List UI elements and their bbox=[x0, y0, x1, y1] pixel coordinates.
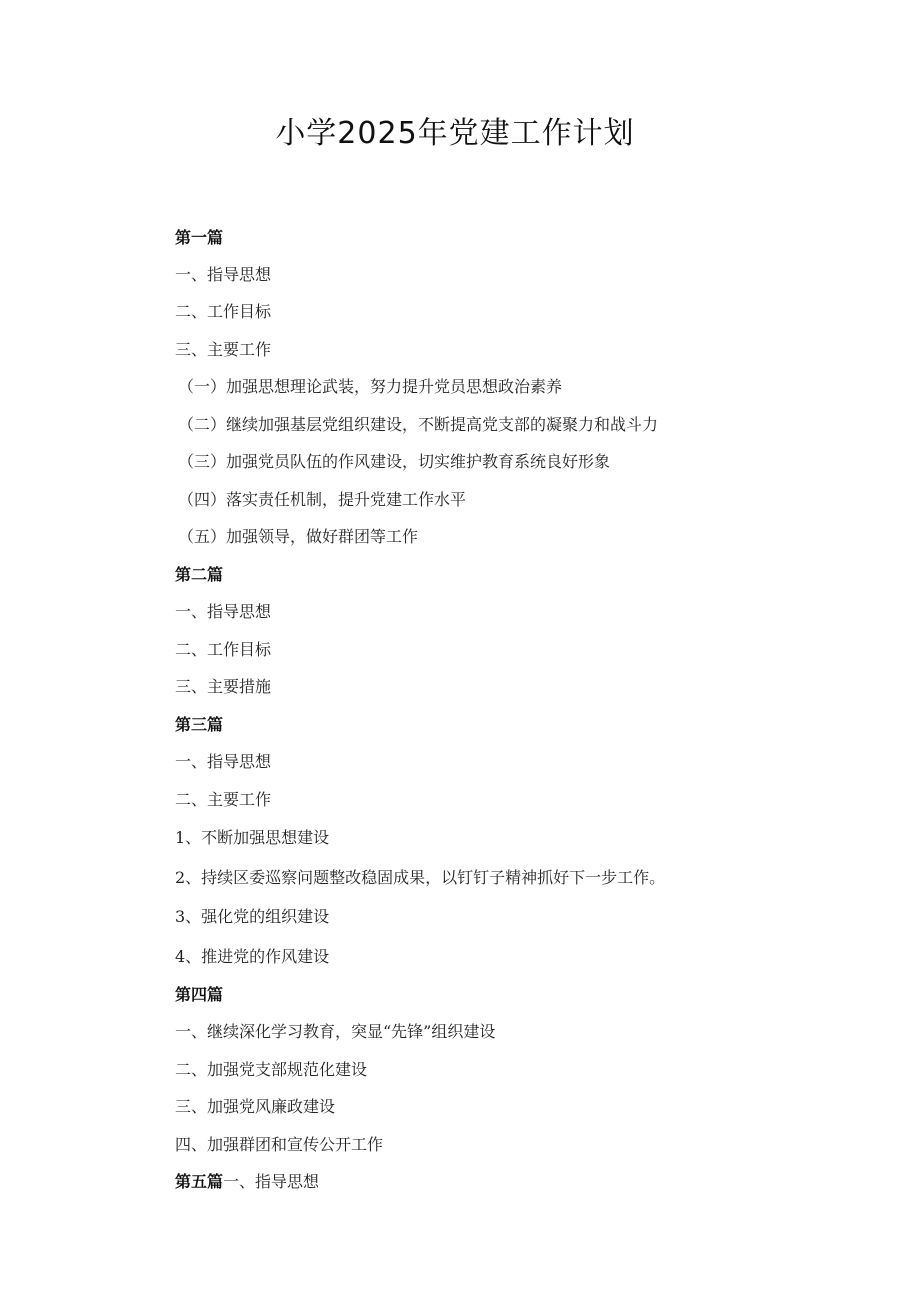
list-item: 三、加强党风廉政建设 bbox=[175, 1097, 336, 1116]
list-item: 二、工作目标 bbox=[175, 640, 272, 659]
list-item: （四）落实责任机制，提升党建工作水平 bbox=[178, 490, 467, 509]
list-item: 二、加强党支部规范化建设 bbox=[175, 1060, 368, 1079]
section-heading-4: 第四篇 bbox=[175, 985, 224, 1004]
list-item: 三、主要工作 bbox=[175, 340, 272, 359]
list-item: （三）加强党员队伍的作风建设，切实维护教育系统良好形象 bbox=[178, 452, 611, 471]
section-heading-3: 第三篇 bbox=[175, 715, 224, 734]
list-item: 一、指导思想 bbox=[175, 752, 272, 771]
section-heading-5-label: 第五篇 bbox=[175, 1172, 224, 1191]
list-item: 二、主要工作 bbox=[175, 790, 272, 809]
list-item: （一）加强思想理论武装，努力提升党员思想政治素养 bbox=[178, 377, 563, 396]
list-item: 2、持续区委巡察问题整改稳固成果，以钉钉子精神抓好下一步工作。 bbox=[175, 868, 666, 887]
list-item: 一、指导思想 bbox=[175, 265, 272, 284]
section-heading-5 bbox=[175, 1171, 319, 1193]
list-item: 二、工作目标 bbox=[175, 302, 272, 321]
list-item: 一、继续深化学习教育，突显“先锋”组织建设 bbox=[175, 1022, 496, 1041]
list-item: 三、主要措施 bbox=[175, 677, 272, 696]
list-item: 4、推进党的作风建设 bbox=[175, 947, 330, 966]
list-item: （五）加强领导，做好群团等工作 bbox=[178, 527, 419, 546]
section-heading-1: 第一篇 bbox=[175, 228, 224, 247]
list-item: 3、强化党的组织建设 bbox=[175, 907, 330, 926]
list-item: 一、指导思想 bbox=[175, 602, 272, 621]
section-heading-2: 第二篇 bbox=[175, 565, 224, 584]
list-item: 四、加强群团和宣传公开工作 bbox=[175, 1135, 384, 1154]
document-title: 小学2025年党建工作计划 bbox=[275, 116, 635, 151]
list-item: （二）继续加强基层党组织建设，不断提高党支部的凝聚力和战斗力 bbox=[178, 415, 659, 434]
list-item: 一、指导思想 bbox=[223, 1172, 320, 1191]
list-item: 1、不断加强思想建设 bbox=[175, 828, 330, 847]
